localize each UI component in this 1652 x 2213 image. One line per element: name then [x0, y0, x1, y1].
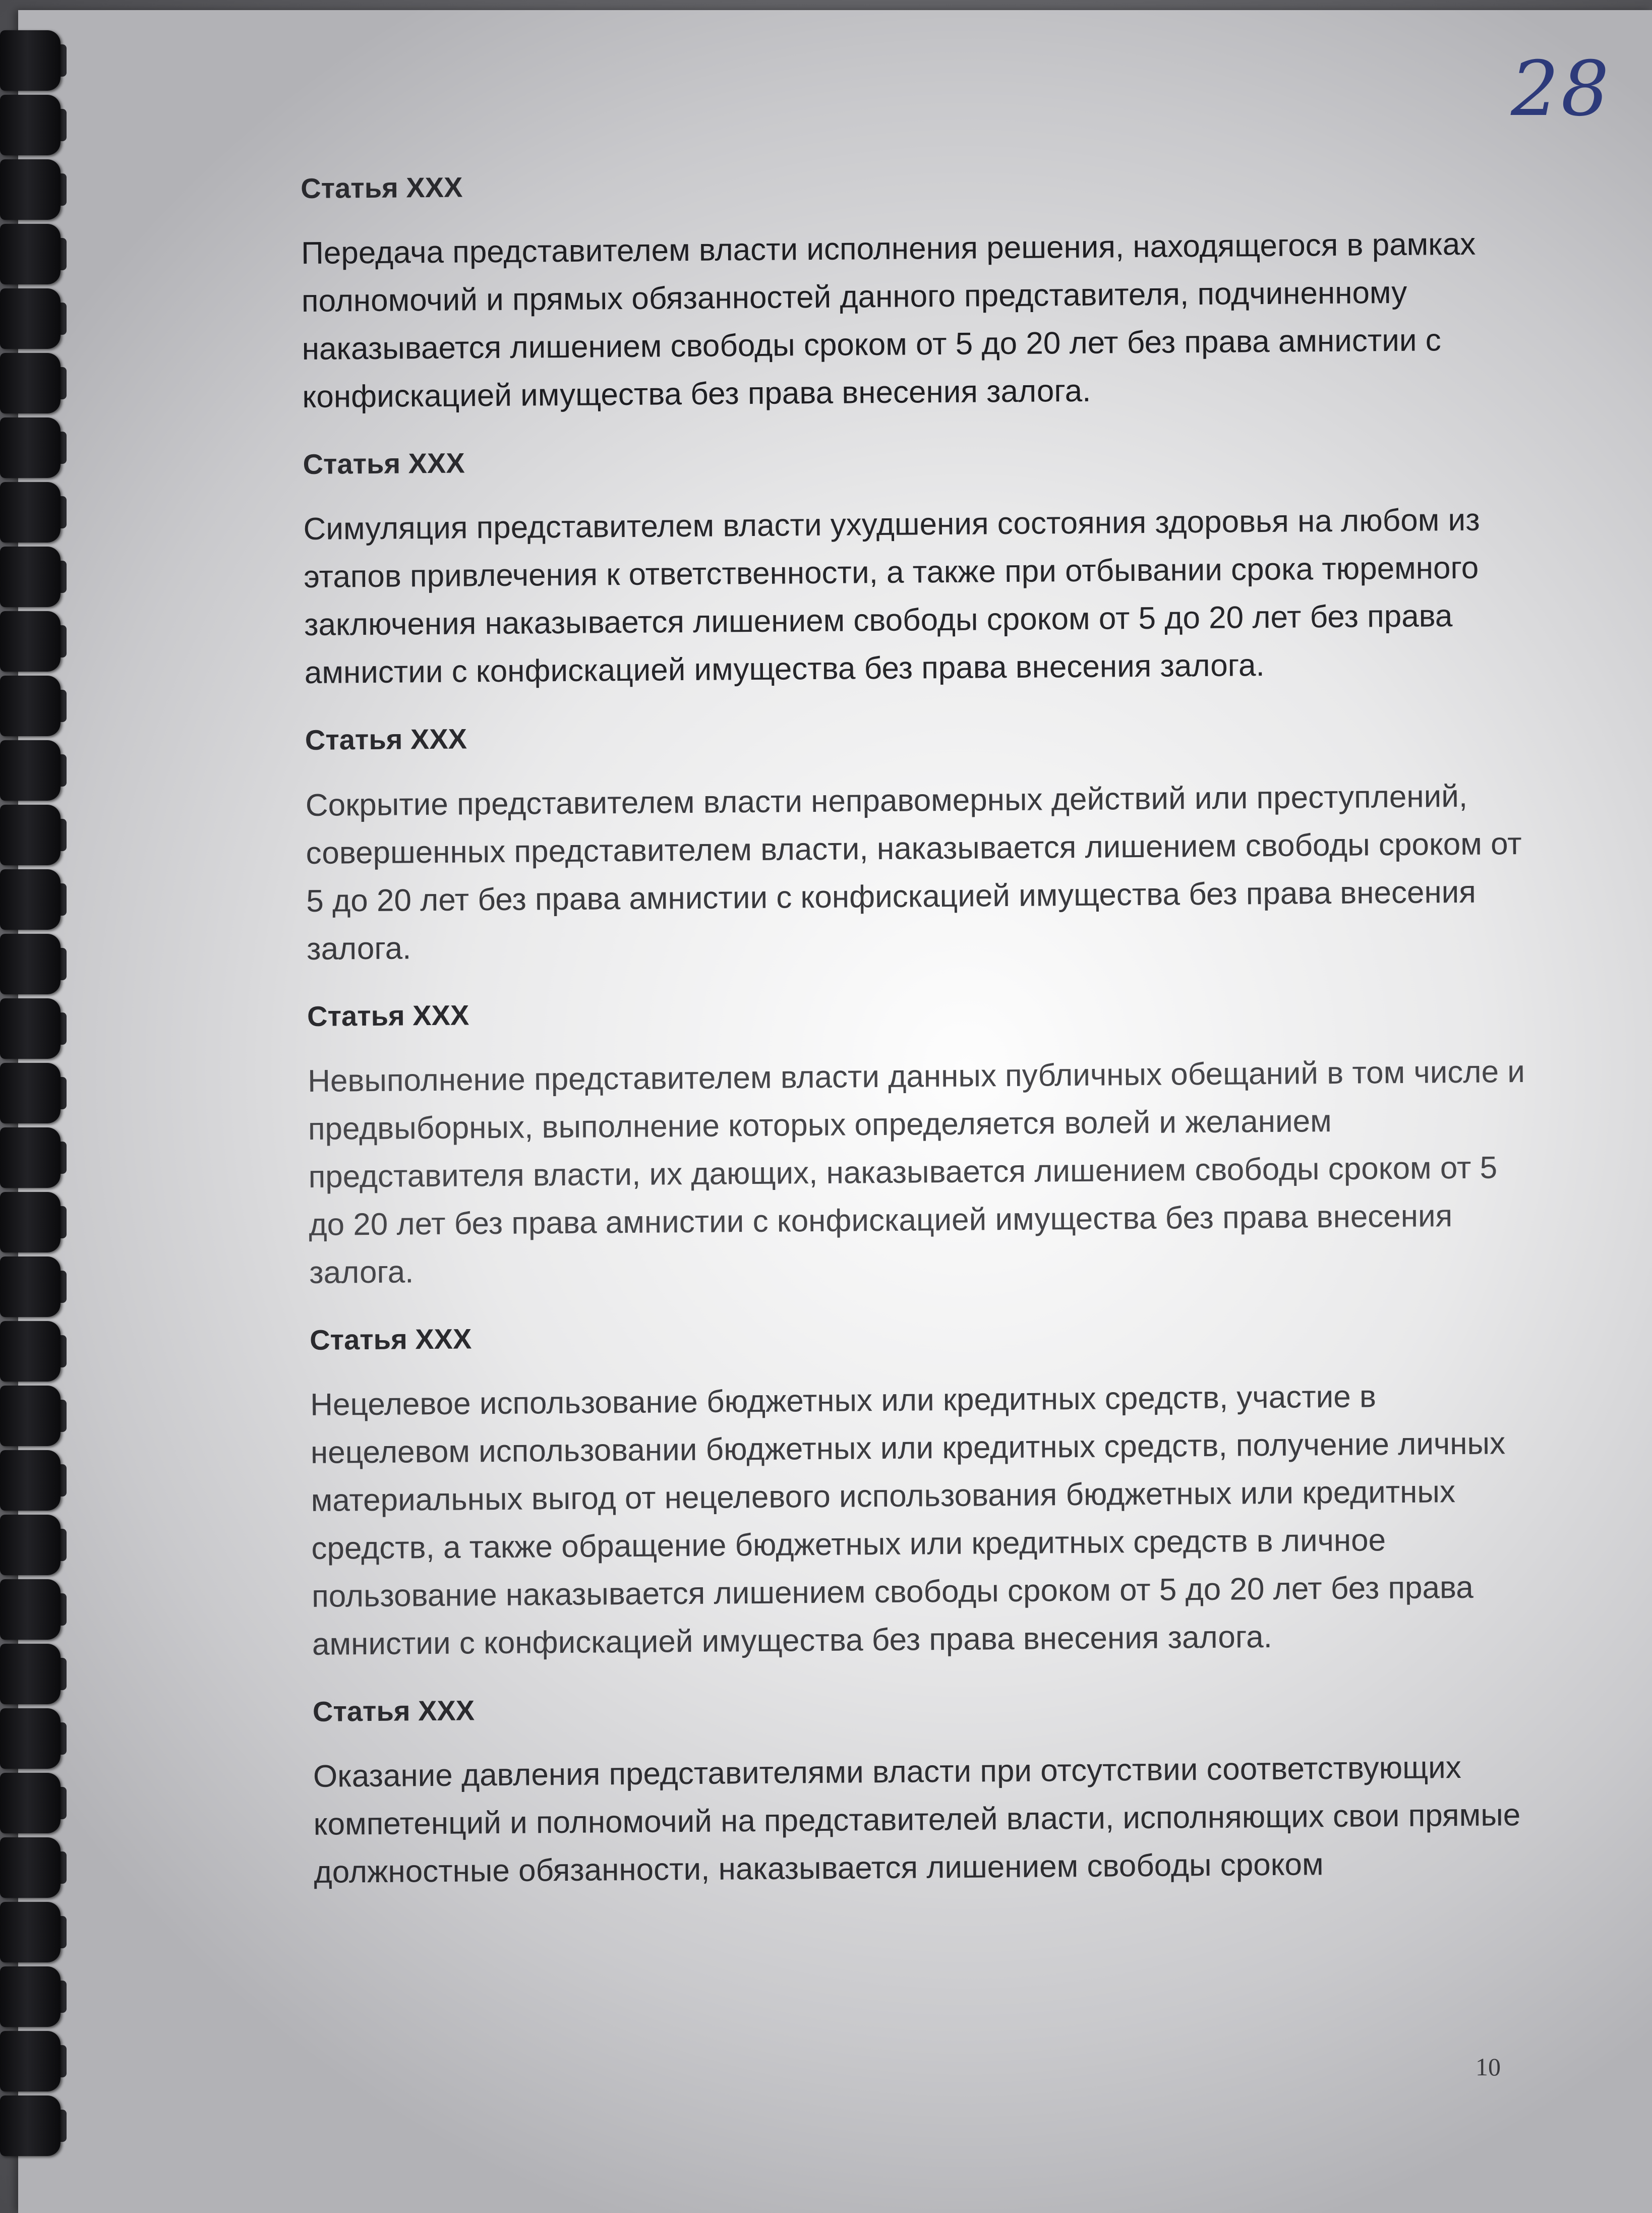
binding-coil	[0, 1579, 61, 1640]
binding-coil	[0, 2031, 61, 2091]
binding-coil	[0, 95, 61, 155]
binding-coil	[0, 611, 61, 672]
article-text: Сокрытие представителем власти неправомерных действий или преступлений, совершенных представителем власти, наказывается лишением свободы сроком от 5 до 20 лет без права амнистии с конфискацией имущества без права внесения залога.	[305, 779, 1522, 967]
binding-coil	[0, 1450, 61, 1511]
binding-coil	[0, 224, 61, 284]
article-text: Симуляция представителем власти ухудшения состояния здоровья на любом из этапов привлечения к ответственности, а также при отбывании срока тюремного заключения наказывается лишением свободы сроком от 5 до 20 лет без права амнистии с конфискацией имущества без права внесения залога.	[303, 503, 1480, 691]
binding-coil	[0, 1386, 61, 1446]
article-text: Передача представителем власти исполнения решения, находящегося в рамках полномочий и прямых обязанностей данного представителя, подчиненному наказывается лишением свободы сроком от 5 до 20 лет без права амнистии с конфискацией имущества без права внесения залога.	[301, 226, 1476, 415]
article-heading: Статья ХХХ	[309, 1323, 472, 1356]
handwritten-page-number: 28	[1511, 45, 1611, 133]
binding-coil	[0, 1902, 61, 1962]
binding-coil	[0, 482, 61, 543]
spiral-binding	[0, 0, 76, 2213]
footer-page-number: 10	[1476, 2053, 1501, 2081]
binding-coil	[0, 159, 61, 220]
article-text: Нецелевое использование бюджетных или кредитных средств, участие в нецелевом использовании бюджетных или кредитных средств, получение личных материальных выгод от нецелевого использования бюджетных или кредитных средств, а также обращение бюджетных или кредитных средств в личное пользование наказывается лишением свободы сроком от 5 до 20 лет без права амнистии с конфискацией имущества без права внесения залога.	[310, 1379, 1506, 1662]
article-block	[307, 990, 1530, 1297]
binding-coil	[0, 2096, 61, 2156]
binding-coil	[0, 869, 61, 930]
binding-coil	[0, 1127, 61, 1188]
binding-coil	[0, 30, 61, 91]
binding-coil	[0, 1192, 61, 1252]
binding-coil	[0, 934, 61, 994]
article-block	[305, 713, 1527, 973]
binding-coil	[0, 805, 61, 865]
binding-coil	[0, 740, 61, 801]
binding-coil	[0, 676, 61, 736]
article-heading: Статья ХХХ	[305, 723, 467, 756]
article-block	[310, 1313, 1532, 1668]
binding-coil	[0, 288, 61, 349]
document-page	[18, 10, 1652, 2213]
binding-coil	[0, 1708, 61, 1769]
binding-coil	[0, 1257, 61, 1317]
binding-coil	[0, 1644, 61, 1704]
binding-coil	[0, 1321, 61, 1382]
binding-coil	[0, 1515, 61, 1575]
binding-coil	[0, 353, 61, 413]
binding-coil	[0, 1966, 61, 2027]
binding-coil	[0, 1063, 61, 1123]
binding-coil	[0, 417, 61, 478]
binding-coil	[0, 547, 61, 607]
article-heading: Статья ХХХ	[312, 1694, 475, 1727]
article-heading: Статья ХХХ	[301, 171, 463, 204]
article-block	[301, 162, 1523, 421]
page-content	[301, 162, 1535, 1923]
article-heading: Статья ХХХ	[307, 998, 469, 1032]
binding-coil	[0, 1837, 61, 1898]
article-text: Невыполнение представителем власти данных публичных обещаний в том числе и предвыборных, выполнение которых определяется волей и желанием представителя власти, их дающих, наказывается лишением свободы сроком от 5 до 20 лет без права амнистии с конфискацией имущества без права внесения залога.	[307, 1054, 1525, 1290]
article-heading: Статья ХХХ	[303, 447, 465, 481]
article-text: Оказание давления представителями власти при отсутствии соответствующих компетенций и полномочий на представителей власти, исполняющих свои прямые должностные обязанности, наказывается лишением свободы сроком	[313, 1750, 1521, 1890]
article-block	[303, 438, 1525, 697]
binding-coil	[0, 998, 61, 1059]
article-block	[313, 1685, 1535, 1896]
binding-coil	[0, 1773, 61, 1833]
